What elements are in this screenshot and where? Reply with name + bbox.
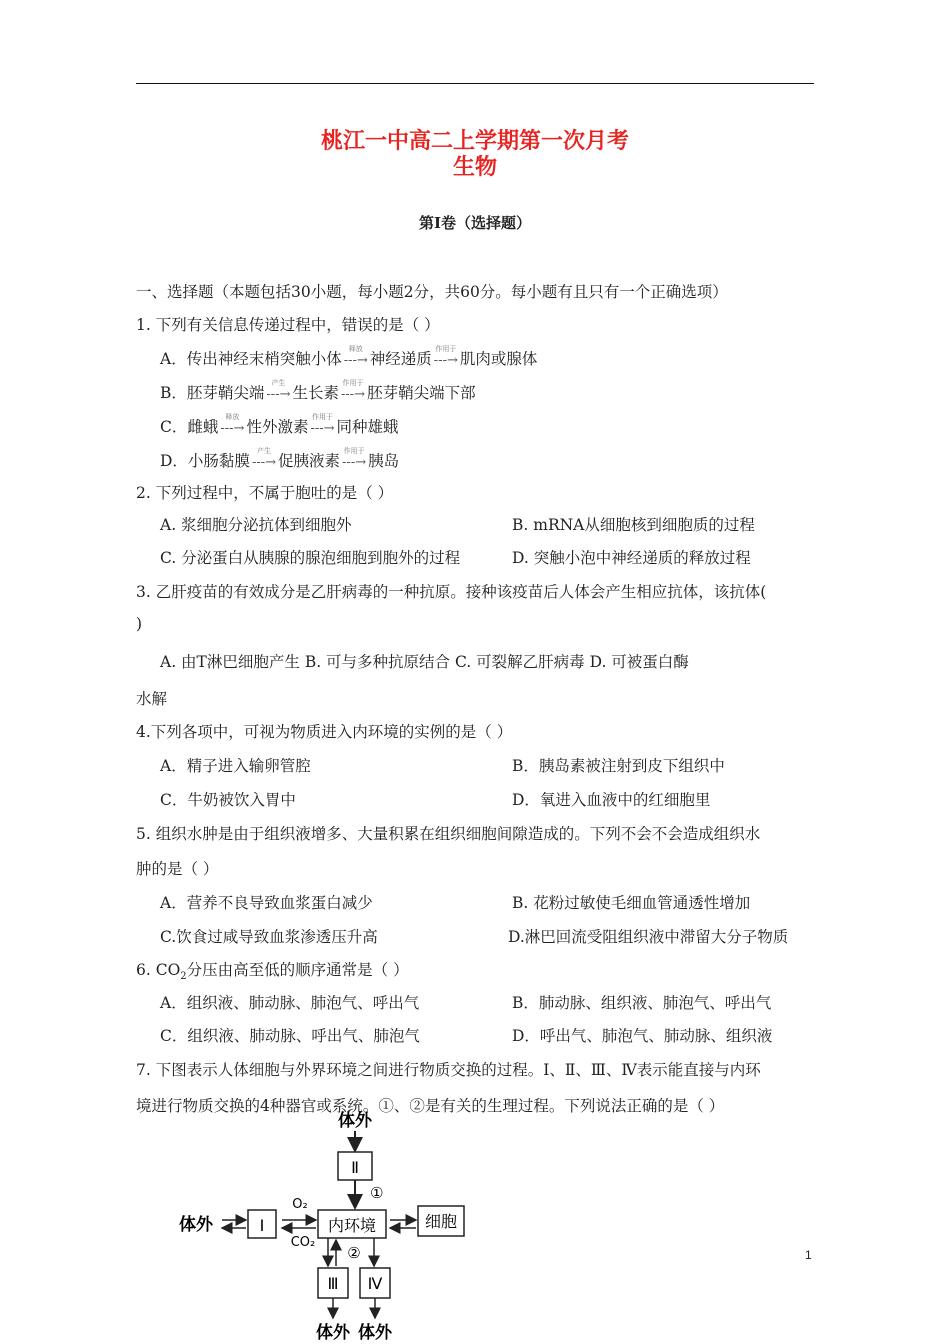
page-title: 桃江一中高二上学期第一次月考: [320, 129, 629, 154]
arrow-icon: 作用于 ---→: [310, 413, 335, 436]
center-label: 内环境: [327, 1216, 377, 1235]
q1-option-c: C．雌蛾 释放 ---→ 性外激素 作用于 ---→ 同种雄蛾: [160, 413, 399, 436]
q7-stem: 7. 下图表示人体细胞与外界环境之间进行物质交换的过程。Ⅰ、Ⅱ、Ⅲ、Ⅳ表示能直接与内环: [136, 1061, 761, 1079]
q6-stem: 6. $CO_2$分压由高至低的顺序通常是（ ）: [136, 961, 409, 983]
q2-option-d: D. 突触小泡中神经递质的释放过程: [512, 549, 751, 567]
q2-option-a: A. 浆细胞分泌抗体到细胞外: [160, 516, 352, 534]
q5-option-c: C.饮食过咸导致血浆渗透压升高: [160, 928, 378, 946]
exchange-diagram: [160, 1106, 490, 1344]
arrow-icon: 释放 ---→: [220, 413, 245, 436]
q3-options: A. 由T淋巴细胞产生 B. 可与多种抗原结合 C. 可裂解乙肝病毒 D. 可被蛋白酶: [160, 653, 689, 671]
q1-option-b: B．胚芽鞘尖端 产生 ---→ 生长素 作用于 ---→ 胚芽鞘尖端下部: [160, 379, 476, 402]
q3-stem: 3. 乙肝疫苗的有效成分是乙肝病毒的一种抗原。接种该疫苗后人体会产生相应抗体，该抗体(: [136, 583, 767, 601]
q5-option-a: A．营养不良导致血浆蛋白减少: [160, 894, 373, 912]
header-rule: [136, 83, 814, 84]
label-outside-left: 体外: [179, 1215, 213, 1235]
q4-option-b: B．胰岛素被注射到皮下组织中: [512, 757, 725, 775]
arrow-icon: 产生 ---→: [251, 447, 277, 470]
label-o2: O₂: [292, 1197, 308, 1212]
box-iii-label: Ⅲ: [327, 1274, 339, 1293]
page-subtitle: 生物: [452, 155, 497, 180]
circle-1-label: ①: [370, 1184, 384, 1202]
q1-stem: 1. 下列有关信息传递过程中，错误的是（ ）: [136, 316, 440, 334]
label-co2: CO₂: [290, 1235, 316, 1250]
arrow-icon: 释放 ---→: [343, 345, 368, 368]
box-ii-label: Ⅱ: [351, 1158, 359, 1177]
box-iv-label: Ⅳ: [367, 1274, 383, 1293]
section-heading: 一、选择题（本题包括30小题，每小题2分，共60分。每小题有且只有一个正确选项）: [136, 283, 728, 301]
q4-option-c: C．牛奶被饮入胃中: [160, 791, 296, 809]
label-outside-bottom-2: 体外: [358, 1323, 392, 1343]
q1-option-a: [160, 347, 537, 369]
q1-a-part: A．传出神经末梢突触小体: [160, 350, 342, 368]
q1-a-part: 肌肉或腺体: [459, 350, 538, 368]
label-outside-bottom-1: 体外: [316, 1323, 350, 1343]
arrow-icon: 产生 ---→: [266, 379, 291, 402]
cell-label: 细胞: [424, 1212, 458, 1231]
arrow-icon: 作用于 ---→: [433, 345, 458, 368]
q4-stem: 4.下列各项中，可视为物质进入内环境的实例的是（ ）: [136, 723, 513, 741]
q4-option-d: D．氧进入血液中的红细胞里: [512, 791, 711, 809]
circle-2-label: ②: [347, 1244, 361, 1262]
q5-stem: 5. 组织水肿是由于组织液增多、大量积累在组织细胞间隙造成的。下列不会不会造成组织水: [136, 825, 761, 843]
arrow-icon: 作用于 ---→: [341, 379, 366, 402]
box-i-label: Ⅰ: [259, 1216, 265, 1235]
volume-heading: 第Ⅰ卷（选择题）: [418, 214, 532, 232]
page-number: 1: [805, 1248, 812, 1262]
q3-options-cont: 水解: [136, 690, 168, 708]
q1-option-d: D．小肠黏膜 产生 ---→ 促胰液素 作用于 ---→ 胰岛: [160, 447, 400, 470]
q5-option-d: D.淋巴回流受阻组织液中滞留大分子物质: [508, 928, 789, 946]
q1-a-part: 神经递质: [369, 350, 432, 368]
q2-option-b: B. mRNA从细胞核到细胞质的过程: [512, 516, 755, 534]
q2-stem: 2. 下列过程中，不属于胞吐的是（ ）: [136, 484, 394, 502]
q3-stem-cont: ): [136, 615, 143, 633]
q5-option-b: B. 花粉过敏使毛细血管通透性增加: [512, 894, 751, 912]
label-outside-top: 体外: [338, 1111, 372, 1131]
q4-option-a: A．精子进入输卵管腔: [160, 757, 311, 775]
q6-option-d: D．呼出气、肺泡气、肺动脉、组织液: [512, 1027, 773, 1045]
q5-stem-cont: 肿的是（ ）: [136, 860, 219, 878]
q6-option-b: B．肺动脉、组织液、肺泡气、呼出气: [512, 994, 772, 1012]
q7-stem-cont: 境进行物质交换的4种器官或系统。①、②是有关的生理过程。下列说法正确的是（ ）: [136, 1097, 725, 1115]
q6-option-c: C．组织液、肺动脉、呼出气、肺泡气: [160, 1027, 420, 1045]
q2-option-c: C. 分泌蛋白从胰腺的腺泡细胞到胞外的过程: [160, 549, 461, 567]
arrow-icon: 作用于 ---→: [342, 447, 367, 470]
q6-option-a: A．组织液、肺动脉、肺泡气、呼出气: [160, 994, 420, 1012]
